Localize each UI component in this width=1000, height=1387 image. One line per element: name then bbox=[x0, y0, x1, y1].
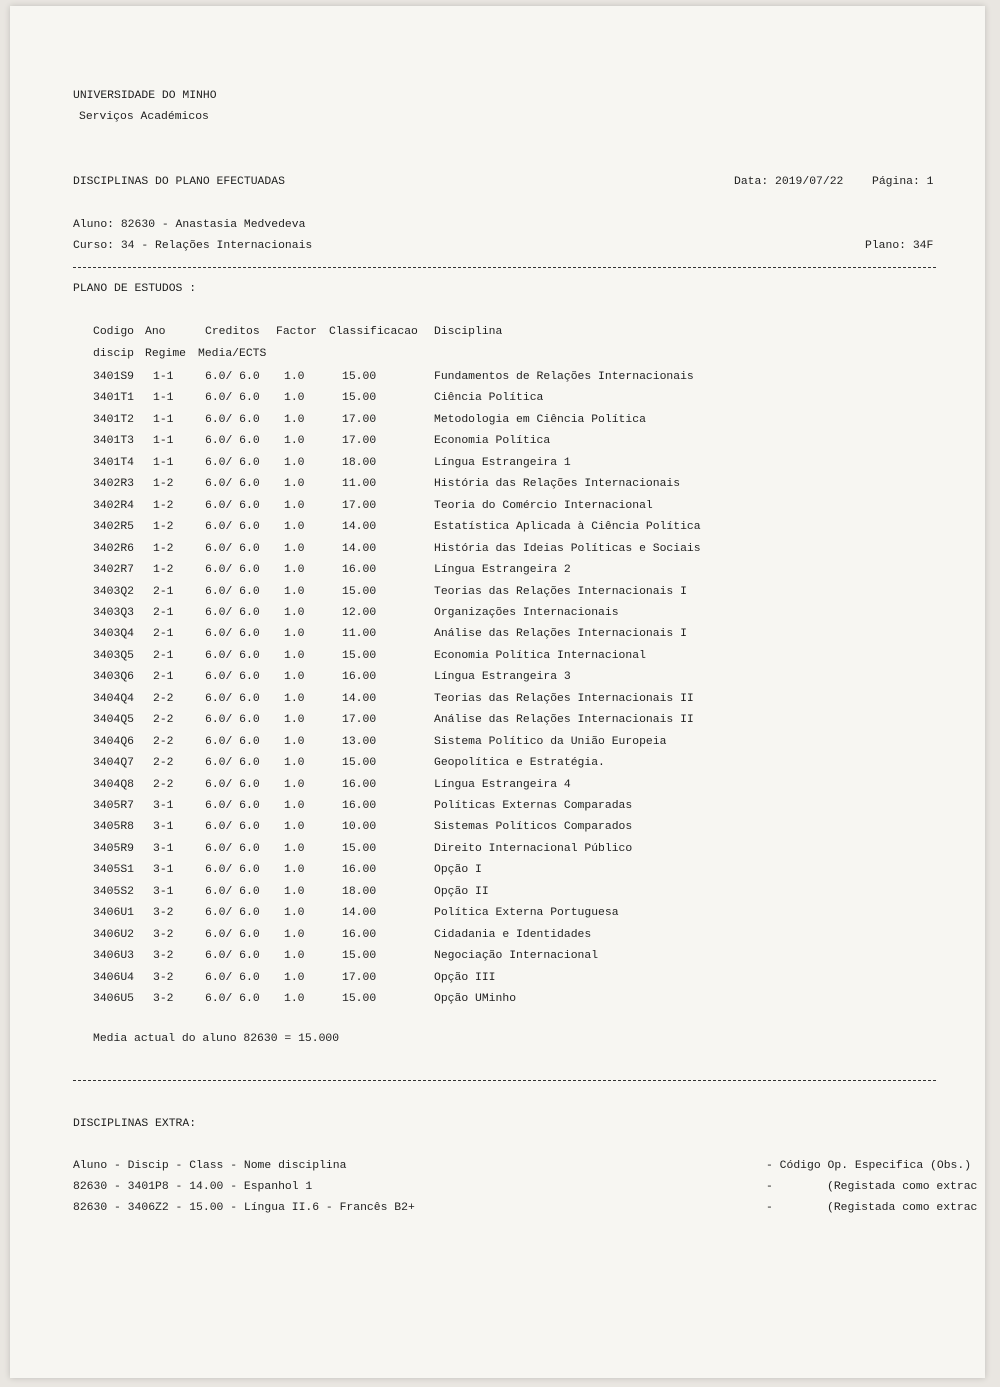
row-factor: 1.0 bbox=[284, 950, 305, 962]
row-grade: 15.00 bbox=[342, 993, 377, 1005]
extra-row-left: 82630 - 3401P8 - 14.00 - Espanhol 1 bbox=[73, 1181, 313, 1193]
row-factor: 1.0 bbox=[284, 371, 305, 383]
column-header-factor: Factor bbox=[276, 326, 318, 338]
row-credits: 6.0/ 6.0 bbox=[205, 950, 260, 962]
row-regime: 1-2 bbox=[153, 564, 174, 576]
row-code: 3404Q5 bbox=[93, 714, 135, 726]
row-regime: 2-1 bbox=[153, 607, 174, 619]
row-code: 3402R5 bbox=[93, 521, 135, 533]
row-discipline-name: Fundamentos de Relações Internacionais bbox=[434, 371, 694, 383]
row-credits: 6.0/ 6.0 bbox=[205, 843, 260, 855]
row-discipline-name: Geopolítica e Estratégia. bbox=[434, 757, 605, 769]
row-regime: 2-2 bbox=[153, 757, 174, 769]
row-regime: 3-2 bbox=[153, 993, 174, 1005]
row-factor: 1.0 bbox=[284, 671, 305, 683]
row-factor: 1.0 bbox=[284, 821, 305, 833]
row-grade: 14.00 bbox=[342, 693, 377, 705]
row-regime: 1-2 bbox=[153, 521, 174, 533]
row-factor: 1.0 bbox=[284, 972, 305, 984]
row-regime: 1-1 bbox=[153, 457, 174, 469]
row-regime: 3-2 bbox=[153, 972, 174, 984]
row-credits: 6.0/ 6.0 bbox=[205, 929, 260, 941]
row-discipline-name: Economia Política Internacional bbox=[434, 650, 646, 662]
row-credits: 6.0/ 6.0 bbox=[205, 714, 260, 726]
row-regime: 1-2 bbox=[153, 500, 174, 512]
row-regime: 1-1 bbox=[153, 371, 174, 383]
row-factor: 1.0 bbox=[284, 864, 305, 876]
row-regime: 2-1 bbox=[153, 628, 174, 640]
row-code: 3404Q8 bbox=[93, 779, 135, 791]
row-discipline-name: Língua Estrangeira 2 bbox=[434, 564, 571, 576]
row-regime: 2-2 bbox=[153, 714, 174, 726]
row-grade: 10.00 bbox=[342, 821, 377, 833]
row-grade: 11.00 bbox=[342, 628, 377, 640]
row-grade: 14.00 bbox=[342, 907, 377, 919]
average-line: Media actual do aluno 82630 = 15.000 bbox=[93, 1033, 340, 1045]
row-discipline-name: Cidadania e Identidades bbox=[434, 929, 592, 941]
row-regime: 3-1 bbox=[153, 886, 174, 898]
row-code: 3406U4 bbox=[93, 972, 135, 984]
row-factor: 1.0 bbox=[284, 435, 305, 447]
row-code: 3405R8 bbox=[93, 821, 135, 833]
column-header-classificacao: Classificacao bbox=[329, 326, 418, 338]
row-factor: 1.0 bbox=[284, 929, 305, 941]
row-grade: 15.00 bbox=[342, 757, 377, 769]
row-credits: 6.0/ 6.0 bbox=[205, 564, 260, 576]
row-credits: 6.0/ 6.0 bbox=[205, 478, 260, 490]
column-header-disciplina: Disciplina bbox=[434, 326, 503, 338]
row-code: 3402R7 bbox=[93, 564, 135, 576]
row-regime: 3-1 bbox=[153, 821, 174, 833]
row-discipline-name: Língua Estrangeira 4 bbox=[434, 779, 571, 791]
row-grade: 14.00 bbox=[342, 521, 377, 533]
row-regime: 2-1 bbox=[153, 671, 174, 683]
row-regime: 3-1 bbox=[153, 864, 174, 876]
row-grade: 16.00 bbox=[342, 779, 377, 791]
column-header-creditos: Creditos bbox=[205, 326, 260, 338]
row-code: 3401T3 bbox=[93, 435, 135, 447]
row-grade: 16.00 bbox=[342, 929, 377, 941]
row-factor: 1.0 bbox=[284, 650, 305, 662]
row-factor: 1.0 bbox=[284, 500, 305, 512]
row-credits: 6.0/ 6.0 bbox=[205, 757, 260, 769]
column-header-ano-line2: Regime bbox=[145, 348, 187, 360]
row-discipline-name: Direito Internacional Público bbox=[434, 843, 633, 855]
column-header-creditos-line2: Media/ECTS bbox=[198, 348, 267, 360]
row-code: 3405R9 bbox=[93, 843, 135, 855]
row-discipline-name: Ciência Política bbox=[434, 392, 544, 404]
row-factor: 1.0 bbox=[284, 736, 305, 748]
row-grade: 18.00 bbox=[342, 457, 377, 469]
extra-header-left: Aluno - Discip - Class - Nome disciplina bbox=[73, 1160, 347, 1172]
row-factor: 1.0 bbox=[284, 478, 305, 490]
row-discipline-name: Sistema Político da União Europeia bbox=[434, 736, 667, 748]
row-regime: 1-1 bbox=[153, 435, 174, 447]
row-credits: 6.0/ 6.0 bbox=[205, 457, 260, 469]
row-credits: 6.0/ 6.0 bbox=[205, 543, 260, 555]
plan-code: Plano: 34F bbox=[865, 240, 934, 252]
row-credits: 6.0/ 6.0 bbox=[205, 993, 260, 1005]
row-credits: 6.0/ 6.0 bbox=[205, 435, 260, 447]
row-credits: 6.0/ 6.0 bbox=[205, 628, 260, 640]
row-factor: 1.0 bbox=[284, 993, 305, 1005]
row-credits: 6.0/ 6.0 bbox=[205, 650, 260, 662]
row-discipline-name: Teorias das Relações Internacionais I bbox=[434, 586, 687, 598]
row-grade: 17.00 bbox=[342, 435, 377, 447]
row-regime: 3-2 bbox=[153, 907, 174, 919]
row-grade: 15.00 bbox=[342, 950, 377, 962]
row-code: 3402R3 bbox=[93, 478, 135, 490]
plan-section-title: PLANO DE ESTUDOS : bbox=[73, 283, 197, 295]
row-discipline-name: Política Externa Portuguesa bbox=[434, 907, 619, 919]
row-credits: 6.0/ 6.0 bbox=[205, 907, 260, 919]
course-line: Curso: 34 - Relações Internacionais bbox=[73, 240, 313, 252]
row-grade: 15.00 bbox=[342, 371, 377, 383]
row-grade: 16.00 bbox=[342, 671, 377, 683]
row-factor: 1.0 bbox=[284, 457, 305, 469]
row-regime: 1-2 bbox=[153, 543, 174, 555]
row-grade: 11.00 bbox=[342, 478, 377, 490]
row-credits: 6.0/ 6.0 bbox=[205, 821, 260, 833]
row-regime: 2-2 bbox=[153, 779, 174, 791]
row-discipline-name: Análise das Relações Internacionais II bbox=[434, 714, 694, 726]
row-grade: 16.00 bbox=[342, 564, 377, 576]
report-title: DISCIPLINAS DO PLANO EFECTUADAS bbox=[73, 176, 285, 188]
extra-section-title: DISCIPLINAS EXTRA: bbox=[73, 1118, 197, 1130]
row-discipline-name: Sistemas Políticos Comparados bbox=[434, 821, 633, 833]
row-regime: 1-2 bbox=[153, 478, 174, 490]
row-discipline-name: Negociação Internacional bbox=[434, 950, 599, 962]
row-code: 3405R7 bbox=[93, 800, 135, 812]
extra-header-right: - Código Op. Especifica (Obs.) bbox=[766, 1160, 972, 1172]
row-discipline-name: Opção UMinho bbox=[434, 993, 517, 1005]
row-factor: 1.0 bbox=[284, 800, 305, 812]
row-discipline-name: Opção I bbox=[434, 864, 482, 876]
row-code: 3405S1 bbox=[93, 864, 135, 876]
extra-row-obs: (Registada como extrac bbox=[827, 1202, 978, 1214]
row-credits: 6.0/ 6.0 bbox=[205, 521, 260, 533]
row-factor: 1.0 bbox=[284, 757, 305, 769]
row-credits: 6.0/ 6.0 bbox=[205, 800, 260, 812]
row-code: 3403Q2 bbox=[93, 586, 135, 598]
row-discipline-name: Análise das Relações Internacionais I bbox=[434, 628, 687, 640]
row-factor: 1.0 bbox=[284, 586, 305, 598]
row-discipline-name: História das Relações Internacionais bbox=[434, 478, 681, 490]
row-regime: 2-1 bbox=[153, 586, 174, 598]
row-credits: 6.0/ 6.0 bbox=[205, 500, 260, 512]
row-grade: 12.00 bbox=[342, 607, 377, 619]
row-regime: 3-2 bbox=[153, 950, 174, 962]
extra-row-dash: - bbox=[766, 1181, 773, 1193]
row-grade: 14.00 bbox=[342, 543, 377, 555]
row-regime: 3-1 bbox=[153, 843, 174, 855]
row-grade: 17.00 bbox=[342, 714, 377, 726]
row-credits: 6.0/ 6.0 bbox=[205, 736, 260, 748]
row-code: 3401T1 bbox=[93, 392, 135, 404]
institution-name: UNIVERSIDADE DO MINHO bbox=[73, 90, 217, 102]
row-code: 3401S9 bbox=[93, 371, 135, 383]
row-credits: 6.0/ 6.0 bbox=[205, 886, 260, 898]
row-discipline-name: Língua Estrangeira 1 bbox=[434, 457, 571, 469]
row-grade: 15.00 bbox=[342, 586, 377, 598]
row-regime: 2-2 bbox=[153, 693, 174, 705]
column-header-codigo: Codigo bbox=[93, 326, 135, 338]
row-credits: 6.0/ 6.0 bbox=[205, 586, 260, 598]
row-regime: 2-1 bbox=[153, 650, 174, 662]
row-discipline-name: Opção II bbox=[434, 886, 489, 898]
document-page bbox=[10, 6, 985, 1378]
row-grade: 15.00 bbox=[342, 650, 377, 662]
row-grade: 15.00 bbox=[342, 843, 377, 855]
separator-bottom bbox=[73, 1080, 936, 1081]
row-discipline-name: Metodologia em Ciência Política bbox=[434, 414, 646, 426]
row-code: 3406U3 bbox=[93, 950, 135, 962]
row-factor: 1.0 bbox=[284, 521, 305, 533]
row-code: 3406U2 bbox=[93, 929, 135, 941]
row-factor: 1.0 bbox=[284, 392, 305, 404]
row-grade: 16.00 bbox=[342, 864, 377, 876]
column-header-codigo-line2: discip bbox=[93, 348, 135, 360]
row-regime: 3-1 bbox=[153, 800, 174, 812]
extra-row-left: 82630 - 3406Z2 - 15.00 - Língua II.6 - Francês B2+ bbox=[73, 1202, 415, 1214]
row-code: 3402R4 bbox=[93, 500, 135, 512]
row-discipline-name: Opção III bbox=[434, 972, 496, 984]
row-grade: 18.00 bbox=[342, 886, 377, 898]
row-discipline-name: Teorias das Relações Internacionais II bbox=[434, 693, 694, 705]
separator-top bbox=[73, 267, 936, 268]
row-credits: 6.0/ 6.0 bbox=[205, 693, 260, 705]
row-factor: 1.0 bbox=[284, 843, 305, 855]
row-grade: 13.00 bbox=[342, 736, 377, 748]
row-credits: 6.0/ 6.0 bbox=[205, 392, 260, 404]
row-code: 3403Q5 bbox=[93, 650, 135, 662]
row-regime: 2-2 bbox=[153, 736, 174, 748]
row-factor: 1.0 bbox=[284, 543, 305, 555]
row-code: 3406U5 bbox=[93, 993, 135, 1005]
row-factor: 1.0 bbox=[284, 607, 305, 619]
row-grade: 15.00 bbox=[342, 392, 377, 404]
row-code: 3404Q7 bbox=[93, 757, 135, 769]
page-number: Página: 1 bbox=[872, 176, 934, 188]
row-discipline-name: Economia Política bbox=[434, 435, 551, 447]
row-discipline-name: História das Ideias Políticas e Sociais bbox=[434, 543, 701, 555]
row-credits: 6.0/ 6.0 bbox=[205, 972, 260, 984]
row-grade: 17.00 bbox=[342, 414, 377, 426]
row-grade: 16.00 bbox=[342, 800, 377, 812]
row-discipline-name: Língua Estrangeira 3 bbox=[434, 671, 571, 683]
extra-row-dash: - bbox=[766, 1202, 773, 1214]
row-discipline-name: Estatística Aplicada à Ciência Política bbox=[434, 521, 701, 533]
row-code: 3406U1 bbox=[93, 907, 135, 919]
row-credits: 6.0/ 6.0 bbox=[205, 671, 260, 683]
row-factor: 1.0 bbox=[284, 886, 305, 898]
row-factor: 1.0 bbox=[284, 907, 305, 919]
row-grade: 17.00 bbox=[342, 972, 377, 984]
row-code: 3401T2 bbox=[93, 414, 135, 426]
row-code: 3404Q4 bbox=[93, 693, 135, 705]
row-discipline-name: Organizações Internacionais bbox=[434, 607, 619, 619]
row-code: 3404Q6 bbox=[93, 736, 135, 748]
report-date: Data: 2019/07/22 bbox=[734, 176, 844, 188]
row-factor: 1.0 bbox=[284, 414, 305, 426]
row-regime: 1-1 bbox=[153, 414, 174, 426]
row-factor: 1.0 bbox=[284, 714, 305, 726]
row-factor: 1.0 bbox=[284, 779, 305, 791]
row-credits: 6.0/ 6.0 bbox=[205, 371, 260, 383]
row-code: 3403Q4 bbox=[93, 628, 135, 640]
row-code: 3405S2 bbox=[93, 886, 135, 898]
student-line: Aluno: 82630 - Anastasia Medvedeva bbox=[73, 219, 306, 231]
row-factor: 1.0 bbox=[284, 564, 305, 576]
row-grade: 17.00 bbox=[342, 500, 377, 512]
row-regime: 1-1 bbox=[153, 392, 174, 404]
row-factor: 1.0 bbox=[284, 628, 305, 640]
row-code: 3402R6 bbox=[93, 543, 135, 555]
row-factor: 1.0 bbox=[284, 693, 305, 705]
row-credits: 6.0/ 6.0 bbox=[205, 607, 260, 619]
row-credits: 6.0/ 6.0 bbox=[205, 779, 260, 791]
row-code: 3401T4 bbox=[93, 457, 135, 469]
department-name: Serviços Académicos bbox=[79, 111, 209, 123]
row-discipline-name: Teoria do Comércio Internacional bbox=[434, 500, 653, 512]
row-code: 3403Q3 bbox=[93, 607, 135, 619]
row-discipline-name: Políticas Externas Comparadas bbox=[434, 800, 633, 812]
row-credits: 6.0/ 6.0 bbox=[205, 414, 260, 426]
row-credits: 6.0/ 6.0 bbox=[205, 864, 260, 876]
extra-row-obs: (Registada como extrac bbox=[827, 1181, 978, 1193]
row-regime: 3-2 bbox=[153, 929, 174, 941]
row-code: 3403Q6 bbox=[93, 671, 135, 683]
column-header-ano: Ano bbox=[145, 326, 166, 338]
